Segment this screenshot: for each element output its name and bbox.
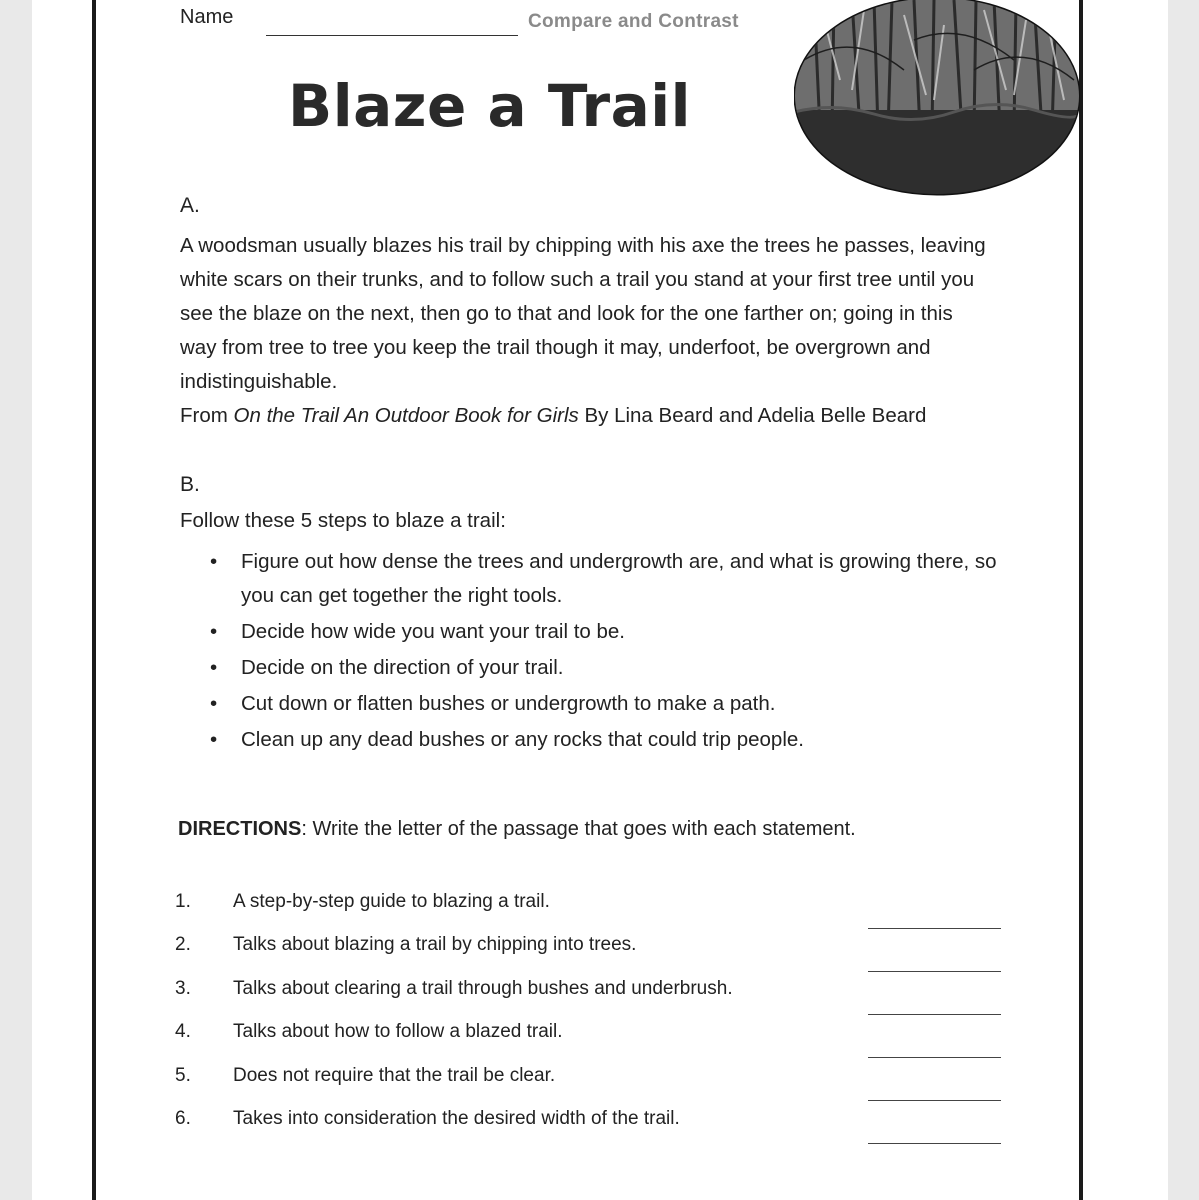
- list-item: [200, 545, 1000, 613]
- question-text: A step-by-step guide to blazing a trail.: [233, 891, 550, 912]
- section-b-intro: Follow these 5 steps to blaze a trail:: [180, 509, 506, 532]
- page-border-left: [92, 0, 96, 1200]
- question-number: 6.: [175, 1108, 191, 1129]
- question-text: Talks about blazing a trail by chipping into trees.: [233, 934, 637, 955]
- question-text: Does not require that the trail be clear.: [233, 1065, 556, 1086]
- source-book-title: On the Trail An Outdoor Book for Girls: [233, 404, 579, 427]
- question-number: 3.: [175, 978, 191, 999]
- bullet-icon: •: [210, 692, 218, 715]
- question-text: Talks about clearing a trail through bushes and underbrush.: [233, 978, 733, 999]
- step-text: Clean up any dead bushes or any rocks that could trip people.: [241, 728, 804, 751]
- source-prefix: From: [180, 404, 234, 427]
- list-item: [200, 723, 1000, 757]
- list-item: [200, 651, 1000, 685]
- question-row: [175, 978, 1005, 1008]
- answer-blank-5[interactable]: [868, 1100, 1001, 1101]
- subject-heading: Compare and Contrast: [528, 11, 739, 32]
- step-text: Cut down or flatten bushes or undergrowth to make a path.: [241, 692, 776, 715]
- bullet-icon: •: [210, 728, 218, 751]
- directions: [178, 818, 856, 841]
- question-number: 2.: [175, 934, 191, 955]
- question-text: Talks about how to follow a blazed trail.: [233, 1021, 563, 1042]
- page-title: Blaze a Trail: [288, 72, 692, 140]
- section-a-source: [180, 399, 992, 433]
- name-label: Name: [180, 6, 234, 28]
- answer-blank-3[interactable]: [868, 1014, 1001, 1015]
- directions-label: DIRECTIONS: [178, 818, 302, 840]
- section-a-letter: A.: [180, 194, 200, 217]
- question-number: 5.: [175, 1065, 191, 1086]
- step-text: Figure out how dense the trees and undergrowth are, and what is growing there, so you can get together the right tools.: [241, 550, 997, 607]
- question-row: [175, 1065, 1005, 1095]
- question-number: 4.: [175, 1021, 191, 1042]
- question-row: [175, 934, 1005, 964]
- section-a-text: A woodsman usually blazes his trail by chipping with his axe the trees he passes, leaving white scars on their trunks, and to follow such a trail you stand at your first tree until you see the blaze on the next, then go to that and look for the one farther on; going in this way from tree to tree you keep the trail though it may, underfoot, be overgrown and indistinguishable.: [180, 234, 986, 393]
- question-text: Takes into consideration the desired width of the trail.: [233, 1108, 680, 1129]
- bullet-icon: •: [210, 550, 218, 573]
- step-text: Decide how wide you want your trail to be.: [241, 620, 626, 643]
- step-text: Decide on the direction of your trail.: [241, 656, 564, 679]
- name-field-line[interactable]: [266, 35, 518, 36]
- question-number: 1.: [175, 891, 191, 912]
- list-item: [200, 687, 1000, 721]
- directions-text: : Write the letter of the passage that goes with each statement.: [301, 818, 856, 840]
- question-row: [175, 891, 1005, 921]
- section-b-letter: B.: [180, 473, 200, 496]
- bullet-icon: •: [210, 656, 218, 679]
- answer-blank-2[interactable]: [868, 971, 1001, 972]
- steps-list: [200, 545, 1000, 759]
- forest-illustration: [794, 0, 1080, 196]
- bullet-icon: •: [210, 620, 218, 643]
- question-row: [175, 1021, 1005, 1051]
- question-row: [175, 1108, 1005, 1138]
- section-a-passage: [180, 229, 992, 433]
- list-item: [200, 615, 1000, 649]
- source-authors: By Lina Beard and Adelia Belle Beard: [578, 404, 927, 427]
- answer-blank-4[interactable]: [868, 1057, 1001, 1058]
- answer-blank-1[interactable]: [868, 928, 1001, 929]
- answer-blank-6[interactable]: [868, 1143, 1001, 1144]
